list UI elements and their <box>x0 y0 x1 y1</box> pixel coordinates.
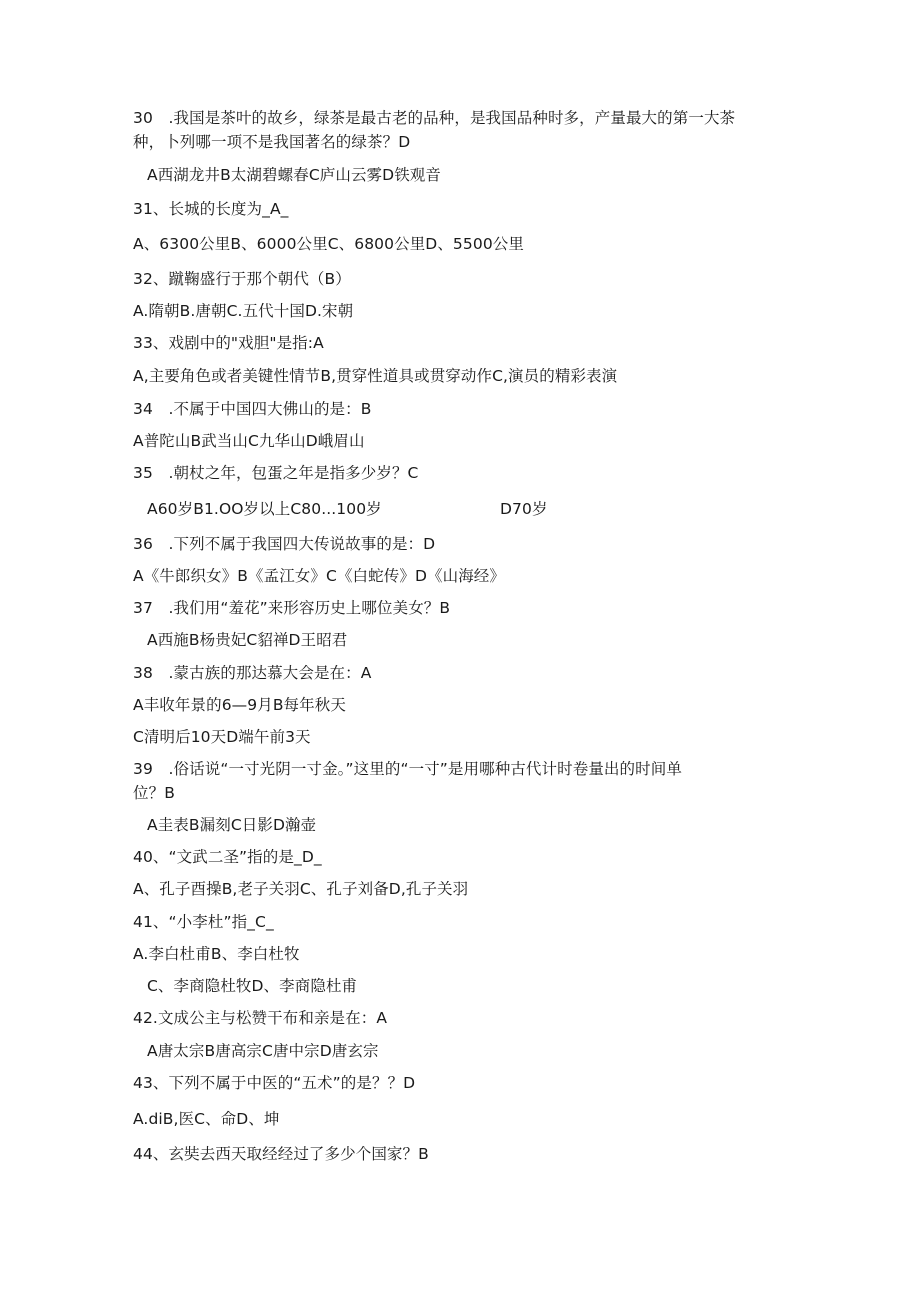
question-31: 31、长城的长度为_A_ <box>133 200 289 218</box>
question-34: 34 .不属于中国四大佛山的是：B <box>133 400 372 418</box>
question-37: 37 .我们用“羞花”来形容历史上哪位美女？B <box>133 599 451 617</box>
question-37-options: A西施B杨贵妃C貂禅D王昭君 <box>147 631 348 649</box>
question-43: 43、下列不属于中医的“五术”的是？？D <box>133 1074 416 1092</box>
question-32-options: A.隋朝B.唐朝C.五代十国D.宋朝 <box>133 302 354 320</box>
question-32: 32、蹴鞠盛行于那个朝代（B） <box>133 270 351 288</box>
question-44: 44、玄奘去西天取经经过了多少个国家？B <box>133 1145 429 1163</box>
question-38-options-cd: C清明后10天D端午前3天 <box>133 728 311 746</box>
question-38-options-ab: A丰收年景的6—9月B每年秋天 <box>133 696 346 714</box>
question-41-options-ab: A.李白杜甫B、李白杜牧 <box>133 945 300 963</box>
question-30-options: A西湖龙井B太湖碧螺春C庐山云雾D铁观音 <box>147 166 441 184</box>
question-35: 35 .朝杖之年，包蛋之年是指多少岁？C <box>133 464 419 482</box>
question-31-options: A、6300公里B、6000公里C、6800公里D、5500公里 <box>133 235 524 253</box>
question-43-options: A.diB,医C、命D、坤 <box>133 1110 280 1128</box>
question-33-options: A,主要角色或者美键性情节B,贯穿性道具或贯穿动作C,演员的精彩表演 <box>133 367 618 385</box>
question-36-options: A《牛郎织女》B《孟江女》C《白蛇传》D《山海经》 <box>133 567 505 585</box>
question-36: 36 .下列不属于我国四大传说故事的是：D <box>133 535 436 553</box>
question-42-options: A唐太宗B唐高宗C唐中宗D唐玄宗 <box>147 1042 379 1060</box>
question-33: 33、戏剧中的"戏胆"是指:A <box>133 334 324 352</box>
question-40: 40、“文武二圣”指的是_D_ <box>133 848 322 866</box>
question-40-options: A、孔子酉操B,老子关羽C、孔子刘备D,孔子关羽 <box>133 880 469 898</box>
question-39-options: A圭表B漏刻C日影D瀚壶 <box>147 816 317 834</box>
question-41-options-cd: C、李商隐杜牧D、李商隐杜甫 <box>147 977 358 995</box>
question-39-line-1: 39 .俗话说“一寸光阴一寸金。”这里的“一寸”是用哪种古代计时卷量出的时间单 <box>133 760 682 778</box>
question-30-line-2: 种，卜列哪一项不是我国著名的绿茶？D <box>133 133 411 151</box>
question-34-options: A普陀山B武当山C九华山D峨眉山 <box>133 432 365 450</box>
question-41: 41、“小李杜”指_C_ <box>133 913 274 931</box>
question-42: 42.文成公主与松赞干布和亲是在：A <box>133 1009 388 1027</box>
question-35-option-d: D70岁 <box>500 500 548 518</box>
question-35-options-abc: A60岁B1.OO岁以上C80...100岁 <box>147 500 382 518</box>
question-39-line-2: 位？B <box>133 784 175 802</box>
question-38: 38 .蒙古族的那达慕大会是在：A <box>133 664 372 682</box>
question-30-line-1: 30 .我国是茶叶的故乡，绿茶是最古老的品种，是我国品种时多，产量最大的第一大茶 <box>133 109 736 127</box>
